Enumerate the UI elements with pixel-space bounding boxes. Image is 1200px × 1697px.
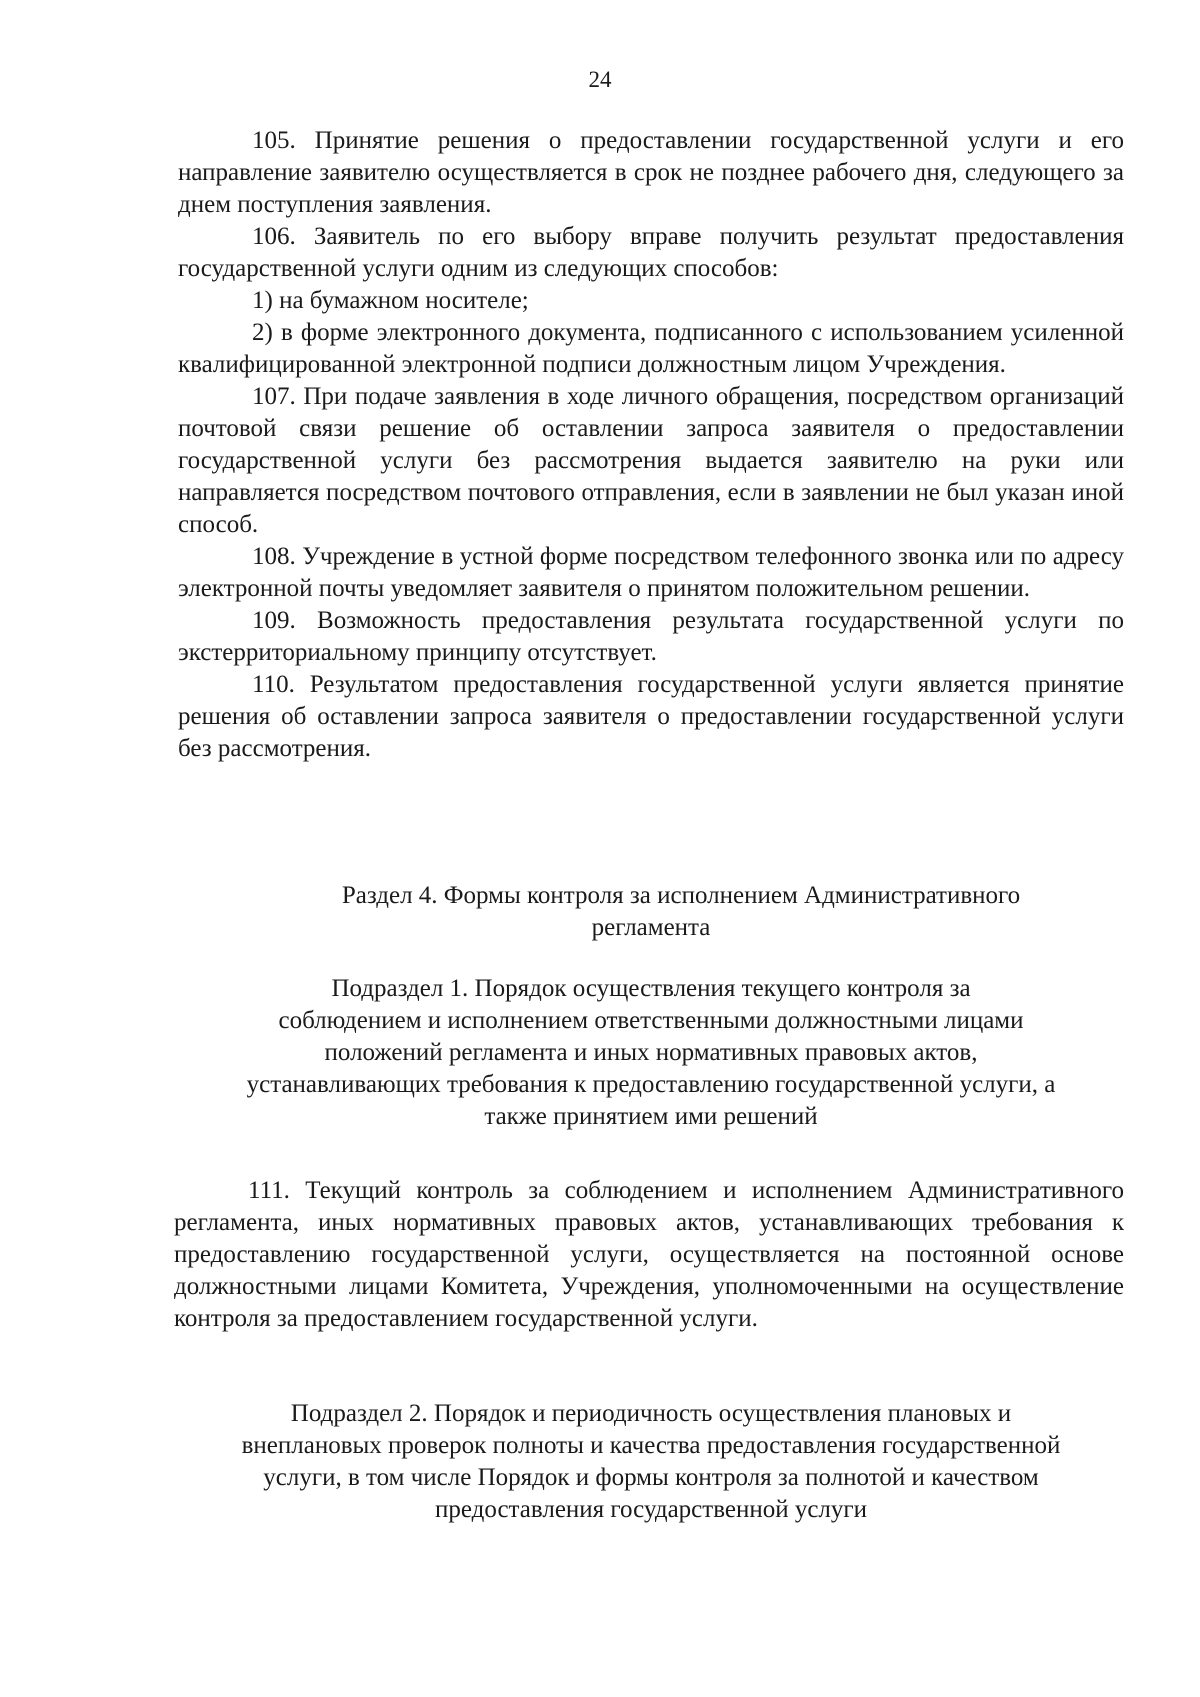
paragraph-111-block: [174, 1175, 1124, 1335]
subsection-2-heading: [178, 1398, 1124, 1526]
subsection-2-heading-line-2: внеплановых проверок полноты и качества предоставления государственной: [241, 1432, 1061, 1459]
paragraph-111: 111. Текущий контроль за соблюдением и исполнением Административного регламента, иных нормативных правовых актов, устанавливающих требования к предоставлению государственной услуги, осуществляется на постоянной основе должностными лицами Комитета, Учреждения, уполномоченными на осуществление контроля за предоставлением государственной услуги.: [174, 1177, 1124, 1332]
section-4-heading-line-1: Раздел 4. Формы контроля за исполнением Административного: [341, 882, 1021, 909]
subsection-2-heading-line-4: предоставления государственной услуги: [434, 1496, 868, 1523]
paragraph-108: 108. Учреждение в устной форме посредством телефонного звонка или по адресу электронной почты уведомляет заявителя о принятом положительном решении.: [178, 543, 1124, 602]
subsection-1-heading-line-2: соблюдением и исполнением ответственными должностными лицами: [278, 1007, 1024, 1034]
paragraphs-105-110: [178, 125, 1124, 765]
subsection-1-heading-line-4: устанавливающих требования к предоставлению государственной услуги, а: [246, 1071, 1056, 1098]
paragraph-106-item-1: 1) на бумажном носителе;: [252, 287, 529, 314]
paragraph-105: 105. Принятие решения о предоставлении государственной услуги и его направление заявителю осуществляется в срок не позднее рабочего дня, следующего за днем поступления заявления.: [178, 127, 1124, 218]
paragraph-106: 106. Заявитель по его выбору вправе получить результат предоставления государственной услуги одним из следующих способов:: [178, 223, 1124, 282]
section-4-heading-line-2: регламента: [591, 914, 711, 941]
paragraph-110: 110. Результатом предоставления государственной услуги является принятие решения об оставлении запроса заявителя о предоставлении государственной услуги без рассмотрения.: [178, 671, 1124, 762]
subsection-2-heading-line-1: Подраздел 2. Порядок и периодичность осуществления плановых и: [290, 1400, 1012, 1427]
subsection-1-heading-line-3: положений регламента и иных нормативных правовых актов,: [324, 1039, 978, 1066]
page-number: 24: [588, 67, 612, 92]
subsection-1-heading: [178, 973, 1124, 1133]
section-4-heading: [178, 880, 1124, 944]
subsection-1-heading-line-1: Подраздел 1. Порядок осуществления текущего контроля за: [331, 975, 971, 1002]
paragraph-107: 107. При подаче заявления в ходе личного обращения, посредством организаций почтовой связи решение об оставлении запроса заявителя о предоставлении государственной услуги без рассмотрения выдается заявителю на руки или направляется посредством почтового отправления, если в заявлении не был указан иной способ.: [178, 383, 1124, 538]
subsection-1-heading-line-5: также принятием ими решений: [484, 1103, 818, 1130]
paragraph-106-item-2: 2) в форме электронного документа, подписанного с использованием усиленной квалифицированной электронной подписи должностным лицом Учреждения.: [178, 319, 1124, 378]
paragraph-109: 109. Возможность предоставления результата государственной услуги по экстерриториальному принципу отсутствует.: [178, 607, 1124, 666]
subsection-2-heading-line-3: услуги, в том числе Порядок и формы контроля за полнотой и качеством: [263, 1464, 1039, 1491]
